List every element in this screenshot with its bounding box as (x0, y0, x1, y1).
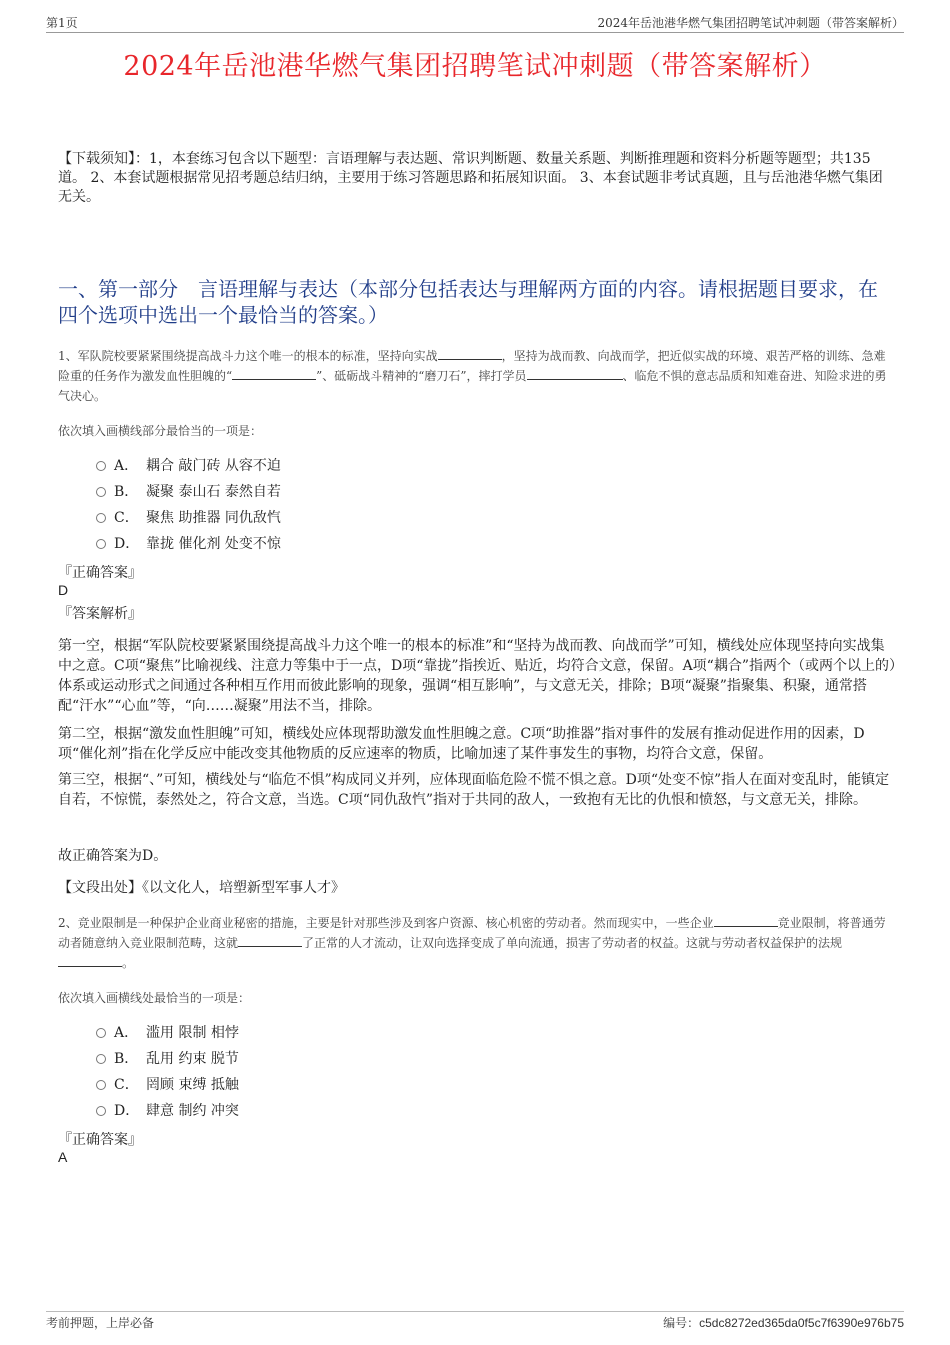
q1-analysis-paragraph: 第二空，根据“激发血性胆魄”可知，横线处应体现帮助激发血性胆魄之意。C项“助推器”指对事件的发展有推动促进作用的因素，D项“催化剂”指在化学反应中能改变其他物质的反应速率的物质，比喻加速了某件事发生的事物，均符合文意，保留。 (58, 726, 865, 762)
fill-blank (438, 347, 502, 360)
q2-option-c[interactable]: C． 罔顾 束缚 抵触 (96, 1075, 239, 1095)
q1-option-a[interactable]: A． 耦合 敲门砖 从容不迫 (96, 456, 281, 476)
q1-source: 【文段出处】《以文化人，培塑新型军事人才》 (58, 880, 345, 896)
footer-code: 编号：c5dc8272ed365da0f5c7f6390e976b75 (663, 1316, 904, 1330)
radio-icon[interactable] (96, 1106, 106, 1116)
page-header (46, 14, 904, 32)
question-2-stem: 2、竞业限制是一种保护企业商业秘密的措施，主要是针对那些涉及到客户资源、核心机密的劳动者。然而现实中，一些企业 竞业限制，将普通劳动者随意纳入竞业限制范畴，这就 了正常的人才流动，让双向选择变成了单向流通，损害了劳动者的权益。这就与劳动者权益保护的法规。 (58, 916, 886, 970)
q1-answer-label: 『正确答案』 (58, 565, 142, 581)
q1-analysis-label: 『答案解析』 (58, 606, 142, 622)
question-2-prompt: 依次填入画横线处最恰当的一项是： (58, 991, 251, 1005)
radio-icon[interactable] (96, 1028, 106, 1038)
fill-blank (527, 367, 623, 380)
q2-option-d[interactable]: D． 肆意 制约 冲突 (96, 1101, 239, 1121)
radio-icon[interactable] (96, 1054, 106, 1064)
footer-divider (46, 1311, 904, 1312)
radio-icon[interactable] (96, 487, 106, 497)
download-notice: 【下载须知】：1，本套练习包含以下题型：言语理解与表达题、常识判断题、数量关系题、判断推理题和资料分析题等题型；共135道。 2、本套试题根据常见招考题总结归纳，主要用于练习答题思路和拓展知识面。 3、本套试题非考试真题，且与岳池港华燃气集团无关。 (58, 151, 883, 205)
fill-blank (714, 914, 778, 927)
header-divider (46, 32, 904, 33)
q1-analysis-paragraph: 第一空，根据“军队院校要紧紧围绕提高战斗力这个唯一的根本的标准”和“坚持为战而教、向战而学”可知，横线处应体现坚持向实战集中之意。C项“聚焦”比喻视线、注意力等集中于一点，D项“靠拢”指挨近、贴近，均符合文意，保留。A项“耦合”指两个（或两个以上的）体系或运动形式之间通过各种相互作用而彼此影响的现象，强调“相互影响”，与文意无关，排除；B项“凝聚”指聚集、积聚，通常搭配“汗水”“心血”等，“向……凝聚”用法不当，排除。 (58, 638, 896, 714)
page-title: 2024年岳池港华燃气集团招聘笔试冲刺题（带答案解析） (123, 51, 827, 82)
radio-icon[interactable] (96, 513, 106, 523)
q1-analysis-conclusion: 故正确答案为D。 (58, 848, 168, 864)
radio-icon[interactable] (96, 461, 106, 471)
header-doc-title: 2024年岳池港华燃气集团招聘笔试冲刺题（带答案解析） (597, 16, 904, 30)
page-footer (46, 1314, 904, 1332)
fill-blank (232, 367, 316, 380)
page-number: 第1页 (46, 16, 78, 30)
q2-option-a[interactable]: A． 滥用 限制 相悖 (96, 1023, 239, 1043)
q2-answer: A (58, 1149, 68, 1165)
q1-answer: D (58, 582, 69, 598)
fill-blank (238, 934, 302, 947)
question-1-stem: 1、军队院校要紧紧围绕提高战斗力这个唯一的根本的标准，坚持向实战 ，坚持为战而教、向战而学，把近似实战的环境、艰苦严格的训练、急难险重的任务作为激发血性胆魄的“ ”、砥砺战斗精神的“磨刀石”，摔打学员 、临危不惧的意志品质和知难奋进、知险求进的勇气决心。 (58, 349, 887, 403)
fill-blank (58, 954, 122, 967)
q1-analysis-paragraph: 第三空，根据“、”可知，横线处与“临危不惧”构成同义并列，应体现面临危险不慌不惧之意。D项“处变不惊”指人在面对变乱时，能镇定自若，不惊慌，泰然处之，符合文意，当选。C项“同仇敌忾”指对于共同的敌人，一致抱有无比的仇恨和愤怒，与文意无关，排除。 (58, 772, 890, 808)
radio-icon[interactable] (96, 539, 106, 549)
q1-option-c[interactable]: C． 聚焦 助推器 同仇敌忾 (96, 508, 281, 528)
section-title: 一、第一部分 言语理解与表达（本部分包括表达与理解两方面的内容。请根据题目要求，在四个选项中选出一个最恰当的答案。） (58, 277, 878, 327)
q1-option-b[interactable]: B． 凝聚 泰山石 泰然自若 (96, 482, 281, 502)
q2-option-b[interactable]: B． 乱用 约束 脱节 (96, 1049, 239, 1069)
question-1-prompt: 依次填入画横线部分最恰当的一项是： (58, 424, 263, 438)
radio-icon[interactable] (96, 1080, 106, 1090)
q1-option-d[interactable]: D． 靠拢 催化剂 处变不惊 (96, 534, 281, 554)
footer-slogan: 考前押题，上岸必备 (46, 1316, 155, 1330)
q2-answer-label: 『正确答案』 (58, 1132, 142, 1148)
